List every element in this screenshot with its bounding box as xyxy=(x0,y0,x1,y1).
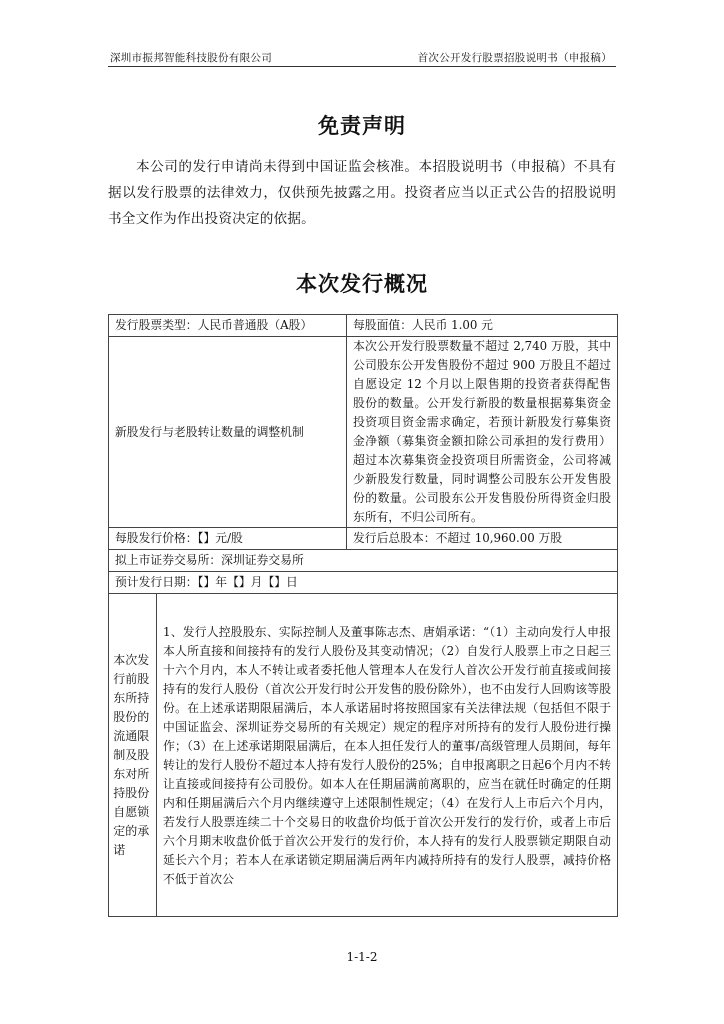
mechanism-text-cell: 本次公开发行股票数量不超过 2,740 万股，其中公司股东公开发售股份不超过 900 万股且不超过自愿设定 12 个月以上限售期的投资者获得配售股份的数量。公开发行新股的数量根据募集资金投资项目资金需求确定，若预计新股发行募集资金净额（募集资金额扣除公司承担的发行费用）超过本次募集资金投资项目所需资金，公司将减少新股发行数量，同时调整公司股东公开发售股份的数量。公司股东公开发售股份所得资金归股东所有，不归公司所有。 xyxy=(347,337,618,528)
total-shares-cell: 发行后总股本：不超过 10,960.00 万股 xyxy=(347,528,618,550)
exchange-cell: 拟上市证券交易所：深圳证券交易所 xyxy=(109,550,618,572)
page-number: 1-1-2 xyxy=(346,950,378,964)
offering-overview-table xyxy=(108,314,618,917)
table-row xyxy=(109,550,618,572)
table-row xyxy=(109,572,618,594)
lockup-label: 本次发行前股东所持股份的流通限制及股东对所持股份自愿锁定的承诺 xyxy=(113,652,150,857)
header-divider xyxy=(108,66,616,67)
mechanism-label-cell: 新股发行与老股转让数量的调整机制 xyxy=(109,337,347,528)
date-cell: 预计发行日期：【】年【】月【】日 xyxy=(109,572,618,594)
lockup-text-cell: 1、发行人控股股东、实际控制人及董事陈志杰、唐娟承诺：“（1）主动向发行人申报本人所直接和间接持有的发行人股份及其变动情况；（2）自发行人股票上市之日起三十六个月内，本人不转让或者委托他人管理本人在发行人首次公开发行前直接或间接持有的发行人股份（首次公开发行时公开发售的股份除外），也不由发行人回购该等股份。在上述承诺期限届满后，本人承诺届时将按照国家有关法律法规（包括但不限于中国证监会、深圳证券交易所的有关规定）规定的程序对所持有的发行人股份进行操作；（3）在上述承诺期限届满后，在本人担任发行人的董事/高级管理人员期间，每年转让的发行人股份不超过本人持有发行人股份的25%；自申报离职之日起6个月内不转让直接或间接持有公司股份。如本人在任期届满前离职的，应当在就任时确定的任期内和任期届满后六个月内继续遵守上述限制性规定；（4）在发行人上市后六个月内，若发行人股票连续二十个交易日的收盘价均低于首次公开发行的发行价，或者上市后六个月期末收盘价低于首次公开发行的发行价，本人持有的发行人股票锁定期限自动延长六个月；若本人在承诺锁定期届满后两年内减持所持有的发行人股票，减持价格不低于首次公 xyxy=(157,594,618,917)
header-company: 深圳市振邦智能科技股份有限公司 xyxy=(110,52,272,64)
table-row xyxy=(109,528,618,550)
table-row xyxy=(109,315,618,337)
disclaimer-title: 免责声明 xyxy=(318,114,406,138)
table-row xyxy=(109,337,618,528)
stock-type-cell: 发行股票类型：人民币普通股（A股） xyxy=(109,315,347,337)
table-row xyxy=(109,594,618,917)
par-value-cell: 每股面值：人民币 1.00 元 xyxy=(347,315,618,337)
header-doc-title: 首次公开发行股票招股说明书（申报稿） xyxy=(417,52,612,64)
price-cell: 每股发行价格：【】元/股 xyxy=(109,528,347,550)
lockup-label-cell xyxy=(109,594,157,917)
disclaimer-body: 本公司的发行申请尚未得到中国证监会核准。本招股说明书（申报稿）不具有据以发行股票的法律效力，仅供预先披露之用。投资者应当以正式公告的招股说明书全文作为作出投资决定的依据。 xyxy=(108,159,616,227)
overview-title: 本次发行概况 xyxy=(296,272,428,296)
